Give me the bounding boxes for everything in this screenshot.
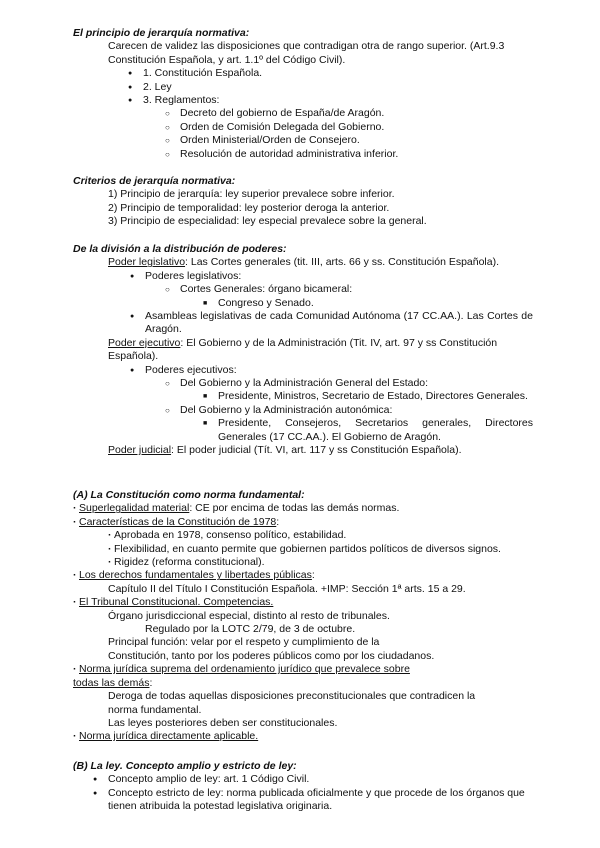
poder-legislativo: Poder legislativo: Las Cortes generales (tit. III, arts. 66 y ss. Constitución Española). [108, 256, 500, 269]
list-item: · Los derechos fundamentales y libertades públicas: [73, 569, 533, 582]
sub-list-item: ○ Del Gobierno y la Administración General del Estado: [180, 377, 533, 390]
list-item: · Características de la Constitución de 1978: [73, 516, 533, 529]
paragraph: Carecen de validez las disposiciones que contradigan otra de rango superior. (Art.9.3 Constitución Española, y art. 1.1º del Código Civil). [108, 40, 505, 66]
section-ley [73, 760, 533, 814]
list-item: ● 2. Ley [143, 81, 533, 94]
section-title: Criterios de jerarquía normativa: [73, 175, 236, 187]
list-item: 2) Principio de temporalidad: ley posterior deroga la anterior. [108, 201, 390, 214]
sub-list-item: ○ Decreto del gobierno de España/de Aragón. [180, 107, 533, 120]
paragraph: Principal función: velar por el respeto y cumplimiento de la [108, 636, 380, 649]
paragraph: Órgano jurisdiccional especial, distinto al resto de tribunales. [108, 609, 390, 622]
list-item: ● 1. Constitución Española. [143, 67, 533, 80]
sub-list-item: ○ Del Gobierno y la Administración autonómica: [180, 404, 533, 417]
list-item: · Norma jurídica directamente aplicable. [73, 730, 533, 743]
paragraph: norma fundamental. [108, 703, 202, 716]
section-criterios [73, 175, 533, 229]
list-item: ● Asambleas legislativas de cada Comunidad Autónoma (17 CC.AA.). Las Cortes de Aragón. [145, 310, 533, 337]
section-title: De la división a la distribución de poderes: [73, 243, 287, 255]
list-item: 1) Principio de jerarquía: ley superior prevalece sobre inferior. [108, 188, 395, 201]
poder-ejecutivo: Poder ejecutivo: El Gobierno y de la Administración (Tit. IV, art. 97 y ss Constitución Española). [108, 336, 498, 363]
paragraph: Deroga de todas aquellas disposiciones preconstitucionales que contradicen la [108, 690, 476, 703]
sub-list-item: ○ Resolución de autoridad administrativa inferior. [180, 148, 533, 161]
sub-sub-list-item: ■ Presidente, Consejeros, Secretarios generales, Directores Generales (17 CC.AA.). El Gobierno de Aragón. [218, 417, 533, 444]
list-item: · Superlegalidad material: CE por encima de todas las demás normas. [73, 502, 533, 515]
sub-list-item: ○ Orden de Comisión Delegada del Gobierno. [180, 121, 533, 134]
paragraph: Regulado por la LOTC 2/79, de 3 de octubre. [145, 623, 356, 636]
list-item-continuation: todas las demás: [73, 676, 153, 689]
sub-list-item: · Rigidez (reforma constitucional). [108, 556, 533, 569]
section-title: El principio de jerarquía normativa: [73, 27, 250, 39]
list-item: ● 3. Reglamentos: [143, 94, 533, 107]
section-constitucion [73, 489, 533, 744]
paragraph: Constitución, tanto por los poderes públicos como por los ciudadanos. [108, 649, 435, 662]
paragraph: Capítulo II del Título I Constitución Española. +IMP: Sección 1ª arts. 15 a 29. [108, 582, 466, 595]
list-item: 3) Principio de especialidad: ley especial prevalece sobre la general. [108, 215, 427, 228]
section-division-poderes [73, 243, 533, 458]
section-title: (A) La Constitución como norma fundamental: [73, 489, 305, 501]
sub-sub-list-item: ■ Congreso y Senado. [218, 297, 533, 310]
sub-list-item: · Aprobada en 1978, consenso político, estabilidad. [108, 529, 533, 542]
sub-list-item: ○ Cortes Generales: órgano bicameral: [180, 283, 533, 296]
section-jerarquia [73, 27, 533, 161]
list-item: · El Tribunal Constitucional. Competencias. [73, 596, 533, 609]
sub-list-item: ○ Orden Ministerial/Orden de Consejero. [180, 134, 533, 147]
list-item: · Norma jurídica suprema del ordenamiento jurídico que prevalece sobre [73, 663, 533, 676]
poder-judicial: Poder judicial: El poder judicial (Tít. VI, art. 117 y ss Constitución Española). [108, 444, 462, 457]
list-item: ● Concepto amplio de ley: art. 1 Código Civil. [108, 773, 533, 786]
list-item: ● Poderes ejecutivos: [145, 364, 533, 377]
paragraph: Las leyes posteriores deben ser constitucionales. [108, 716, 338, 729]
sub-sub-list-item: ■ Presidente, Ministros, Secretario de Estado, Directores Generales. [218, 390, 533, 403]
section-title: (B) La ley. Concepto amplio y estricto de ley: [73, 760, 297, 772]
list-item: ● Poderes legislativos: [145, 270, 533, 283]
list-item: ● Concepto estricto de ley: norma publicada oficialmente y que procede de los órganos que tienen atribuida la potestad legislativa originaria. [108, 787, 533, 814]
sub-list-item: · Flexibilidad, en cuanto permite que gobiernen partidos políticos de diversos signos. [108, 543, 533, 556]
